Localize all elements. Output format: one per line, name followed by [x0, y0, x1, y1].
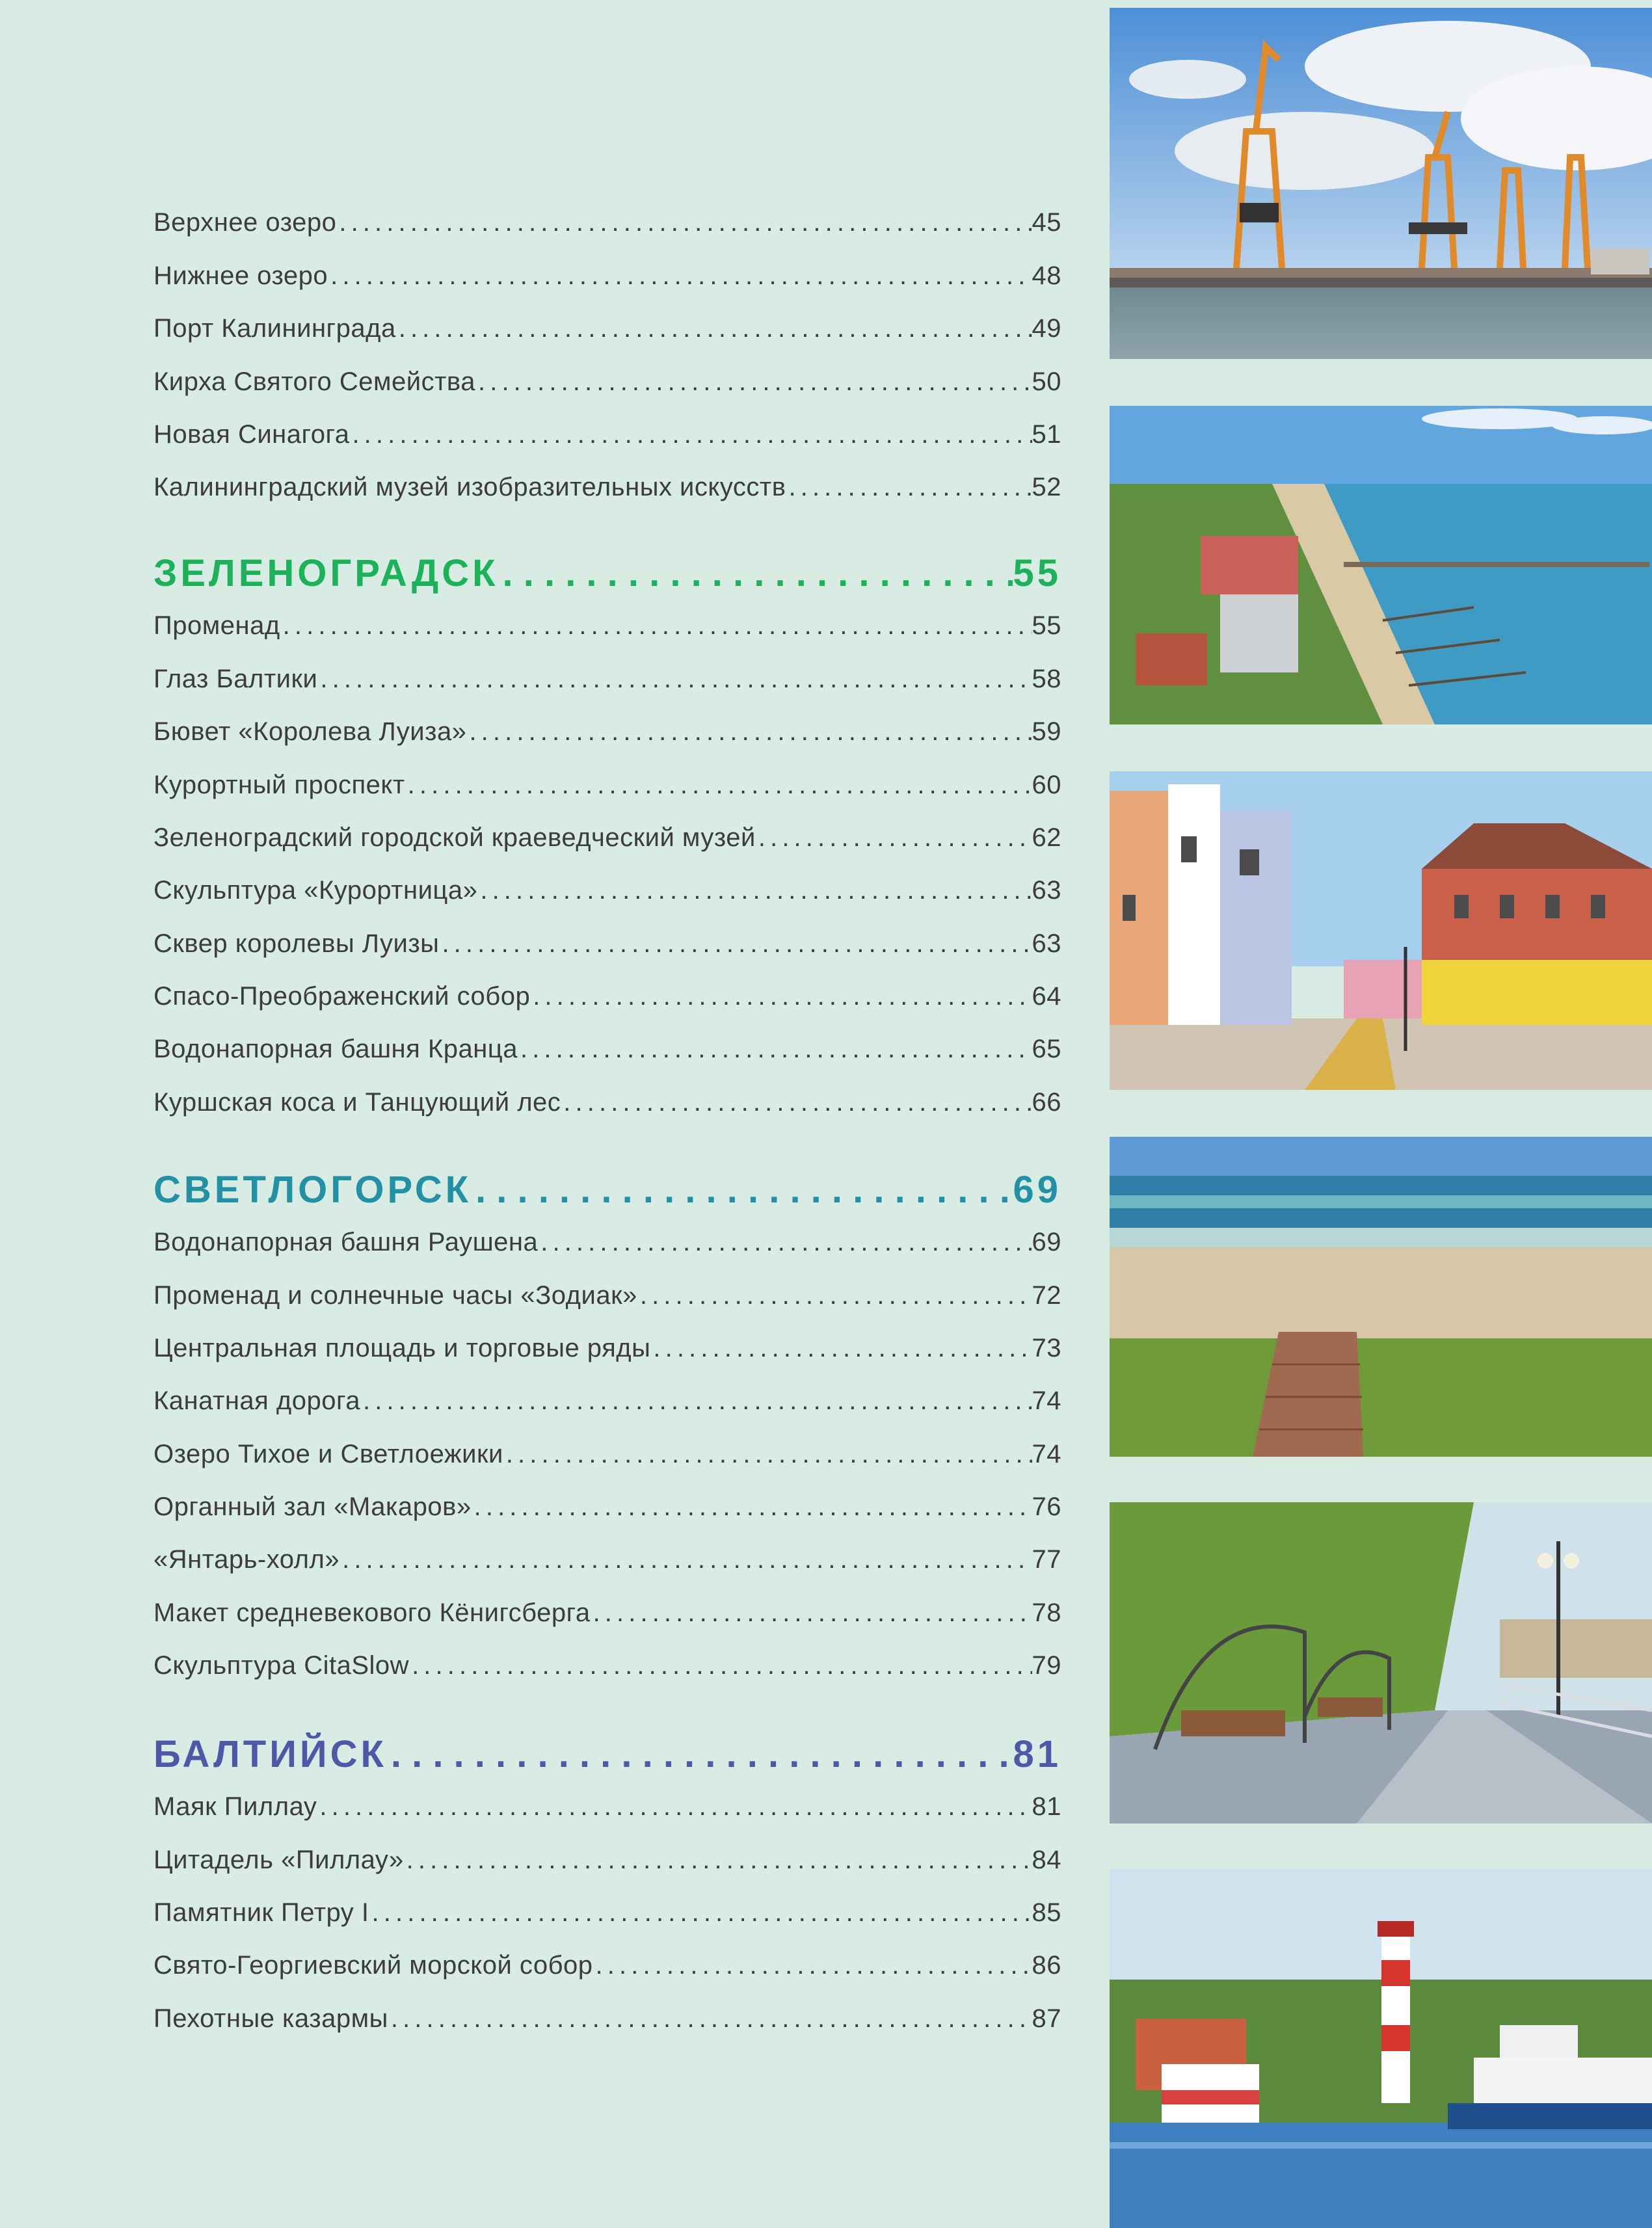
section-heading: [153, 1161, 1061, 1212]
toc-entry: [153, 921, 1061, 959]
toc-entry-page: 78: [1032, 1598, 1061, 1627]
toc-entry-title: Порт Калининграда: [153, 314, 396, 343]
dot-leader: [786, 473, 1032, 502]
toc-entry-page: 77: [1032, 1545, 1061, 1574]
toc-entry-title: Свято-Георгиевский морской собор: [153, 1951, 593, 1980]
dot-leader: [503, 1440, 1032, 1469]
toc-entry-page: 51: [1032, 420, 1061, 449]
toc-entry-title: Маяк Пиллау: [153, 1792, 317, 1821]
toc-entry: [153, 974, 1061, 1011]
toc-entry-page: 85: [1032, 1898, 1061, 1927]
toc-entry: [153, 1996, 1061, 2034]
toc-entry: [153, 815, 1061, 853]
dot-leader: [404, 1846, 1032, 1875]
toc-entry-title: Памятник Петру I: [153, 1898, 369, 1927]
photo-svetlogorsk-beach: [1110, 1137, 1652, 1457]
toc-entry-title: Канатная дорога: [153, 1386, 360, 1415]
dot-leader: [439, 929, 1032, 959]
toc-entry: [153, 1378, 1061, 1416]
toc-entry-title: Куршская коса и Танцующий лес: [153, 1088, 561, 1117]
toc-entry: [153, 464, 1061, 502]
toc-entry-title: Курортный проспект: [153, 771, 405, 799]
dot-leader: [561, 1088, 1032, 1117]
toc-entry: [153, 200, 1061, 237]
toc-entry-title: Нижнее озеро: [153, 261, 328, 290]
toc-entry-page: 58: [1032, 665, 1061, 693]
toc-entry: [153, 359, 1061, 397]
toc-entry: [153, 1484, 1061, 1522]
toc-entry: [153, 1837, 1061, 1875]
toc-entry: [153, 1590, 1061, 1628]
dot-leader: [280, 611, 1032, 641]
toc-entry-title: Зеленоградский городской краеведческий музей: [153, 823, 756, 852]
section-page: 69: [1013, 1169, 1061, 1211]
toc-entry-page: 63: [1032, 876, 1061, 905]
dot-leader: [317, 665, 1032, 694]
toc-entry-page: 86: [1032, 1951, 1061, 1980]
dot-leader: [328, 261, 1032, 291]
dot-leader: [475, 367, 1032, 397]
toc-entry-page: 45: [1032, 208, 1061, 237]
toc-entry-page: 64: [1032, 982, 1061, 1011]
photo-promenade-benches: [1110, 1502, 1652, 1824]
toc-entry-page: 66: [1032, 1088, 1061, 1117]
toc-entry-page: 63: [1032, 929, 1061, 958]
toc-entry-title: Глаз Балтики: [153, 665, 318, 693]
toc-entry: [153, 1219, 1061, 1257]
toc-entry-page: 65: [1032, 1035, 1061, 1063]
toc-entry-title: Водонапорная башня Кранца: [153, 1035, 518, 1063]
toc-entry: [153, 656, 1061, 694]
toc-entry-page: 69: [1032, 1228, 1061, 1256]
dot-leader: [637, 1281, 1032, 1310]
toc-entry-title: Калининградский музей изобразительных искусств: [153, 473, 786, 501]
photo-column: [1110, 0, 1652, 2228]
toc-entry: [153, 412, 1061, 449]
toc-entry-page: 52: [1032, 473, 1061, 501]
toc-entry-title: Пехотные казармы: [153, 2004, 388, 2033]
dot-leader: [340, 1545, 1032, 1574]
toc-entry: [153, 603, 1061, 641]
toc-entry-title: Верхнее озеро: [153, 208, 337, 237]
toc-entry-page: 79: [1032, 1651, 1061, 1680]
dot-leader: [369, 1898, 1032, 1928]
toc-entry-title: Новая Синагога: [153, 420, 350, 449]
dot-leader: [409, 1651, 1032, 1680]
toc-entry-title: «Янтарь-холл»: [153, 1545, 340, 1574]
dot-leader: [388, 2004, 1032, 2034]
dot-leader: [538, 1228, 1032, 1257]
toc-entry-page: 72: [1032, 1281, 1061, 1310]
toc-entry-page: 50: [1032, 367, 1061, 396]
toc-entry-title: Сквер королевы Луизы: [153, 929, 440, 958]
toc-entry-title: Органный зал «Макаров»: [153, 1492, 472, 1521]
toc-entry: [153, 306, 1061, 343]
section-heading: [153, 1725, 1061, 1776]
toc-entry: [153, 762, 1061, 800]
toc-entry: [153, 1643, 1061, 1680]
dot-leader: [499, 551, 1013, 595]
section-title: БАЛТИЙСК: [153, 1733, 387, 1775]
toc-entry-title: Променад и солнечные часы «Зодиак»: [153, 1281, 637, 1310]
toc-entry-title: Бювет «Королева Луиза»: [153, 717, 467, 746]
dot-leader: [387, 1732, 1013, 1776]
toc-entry-page: 76: [1032, 1492, 1061, 1521]
dot-leader: [360, 1386, 1032, 1416]
dot-leader: [349, 420, 1032, 449]
toc-entry-page: 55: [1032, 611, 1061, 640]
dot-leader: [593, 1951, 1032, 1980]
toc-entry-title: Кирха Святого Семейства: [153, 367, 475, 396]
toc-entry-page: 60: [1032, 771, 1061, 799]
toc-entry: [153, 1537, 1061, 1574]
toc-entry: [153, 868, 1061, 905]
photo-zelenogradsk-coast: [1110, 406, 1652, 724]
section-title: ЗЕЛЕНОГРАДСК: [153, 552, 499, 594]
toc-entry-title: Цитадель «Пиллау»: [153, 1846, 404, 1874]
dot-leader: [317, 1792, 1032, 1822]
toc-entry-page: 73: [1032, 1334, 1061, 1362]
toc-entry-page: 74: [1032, 1440, 1061, 1468]
dot-leader: [530, 982, 1032, 1011]
toc-entry-page: 84: [1032, 1846, 1061, 1874]
section-page: 55: [1013, 552, 1061, 594]
dot-leader: [477, 876, 1032, 905]
toc-entry-title: Макет средневекового Кёнигсберга: [153, 1598, 591, 1627]
dot-leader: [396, 314, 1032, 343]
photo-pillau-lighthouse: [1110, 1869, 1652, 2228]
dot-leader: [466, 717, 1032, 747]
dot-leader: [336, 208, 1032, 237]
dot-leader: [650, 1334, 1032, 1363]
toc-entry: [153, 253, 1061, 291]
toc-entry-title: Скульптура «Курортница»: [153, 876, 478, 905]
toc-entry: [153, 1890, 1061, 1928]
toc-entry-title: Скульптура CitaSlow: [153, 1651, 410, 1680]
toc-entry-page: 74: [1032, 1386, 1061, 1415]
toc-entry-title: Озеро Тихое и Светлоежики: [153, 1440, 503, 1468]
toc-entry: [153, 1943, 1061, 1980]
toc-entry-title: Променад: [153, 611, 280, 640]
toc-entry-title: Водонапорная башня Раушена: [153, 1228, 539, 1256]
toc-entry-title: Центральная площадь и торговые ряды: [153, 1334, 651, 1362]
dot-leader: [405, 771, 1032, 800]
toc-entry: [153, 1080, 1061, 1117]
section-title: СВЕТЛОГОРСК: [153, 1169, 472, 1211]
toc-entry-page: 87: [1032, 2004, 1061, 2033]
dot-leader: [472, 1492, 1032, 1522]
section-heading: [153, 544, 1061, 595]
toc-entry-page: 62: [1032, 823, 1061, 852]
toc-entry-page: 48: [1032, 261, 1061, 290]
dot-leader: [591, 1598, 1032, 1628]
toc-entry: [153, 709, 1061, 747]
toc-entry: [153, 1026, 1061, 1064]
dot-leader: [756, 823, 1032, 853]
toc-entry: [153, 1273, 1061, 1310]
toc-entry-page: 81: [1032, 1792, 1061, 1821]
toc-entry: [153, 1784, 1061, 1822]
toc-entry: [153, 1325, 1061, 1363]
section-page: 81: [1013, 1733, 1061, 1775]
photo-port-cranes: [1110, 8, 1652, 359]
dot-leader: [518, 1035, 1032, 1064]
toc-entry-page: 59: [1032, 717, 1061, 746]
dot-leader: [472, 1168, 1013, 1212]
toc-entry: [153, 1431, 1061, 1469]
photo-resort-avenue: [1110, 771, 1652, 1090]
toc-entry-page: 49: [1032, 314, 1061, 343]
toc-entry-title: Спасо-Преображенский собор: [153, 982, 531, 1011]
